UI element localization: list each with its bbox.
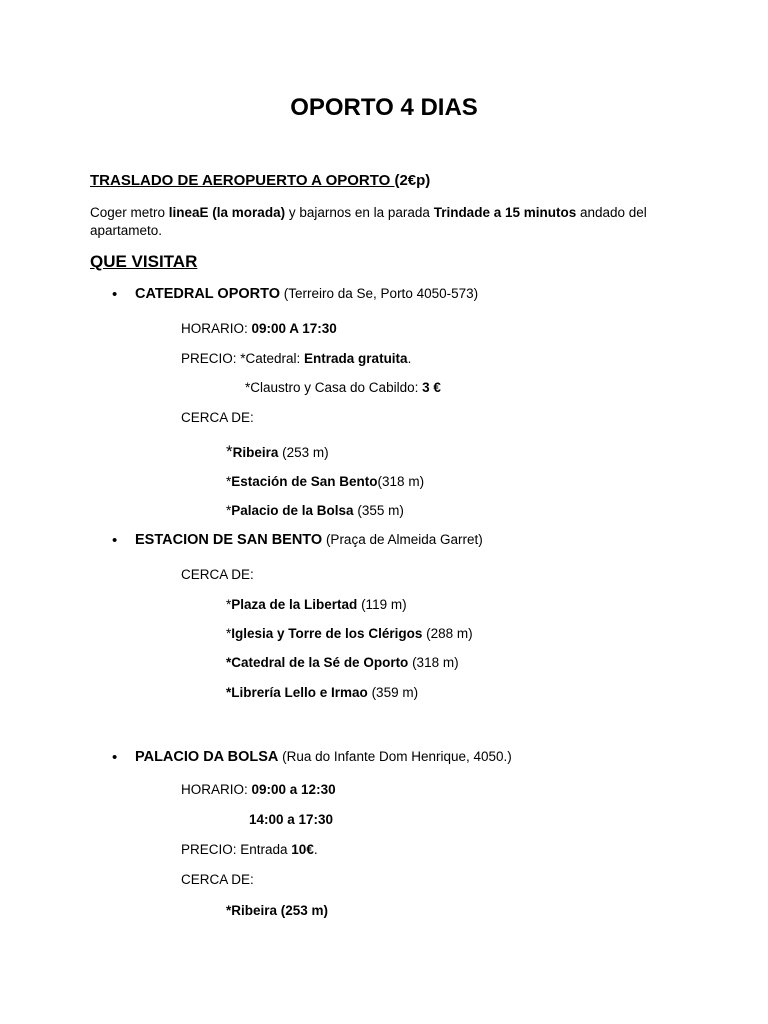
horario-value: 09:00 A 17:30	[251, 321, 337, 336]
precio-value: 10€	[291, 842, 314, 857]
precio2-label: *Claustro y Casa do Cabildo:	[245, 380, 423, 395]
nearby-name: Iglesia y Torre de los Clérigos	[231, 626, 423, 641]
site-address: (Terreiro da Se, Porto 4050-573)	[280, 286, 479, 301]
nearby-dist: (359 m)	[367, 685, 419, 700]
nearby-item	[226, 503, 404, 518]
star-marker: *	[226, 442, 233, 461]
star-marker: *	[226, 626, 232, 641]
precio-end: .	[407, 351, 412, 366]
site-name: ESTACION DE SAN BENTO	[135, 532, 323, 548]
intro-text-1: Coger metro	[90, 205, 169, 220]
nearby-name: Palacio de la Bolsa	[231, 503, 354, 518]
horario-label: HORARIO:	[181, 782, 252, 797]
nearby-item	[226, 655, 459, 670]
star-marker: *	[226, 474, 232, 489]
transfer-heading-text: TRASLADO DE AEROPUERTO A OPORTO	[90, 172, 395, 189]
nearby-item	[226, 474, 424, 489]
nearby-name: Plaza de la Libertad	[231, 597, 358, 612]
intro-text-3: andado del apartameto.	[90, 205, 647, 238]
nearby-name: Estación de San Bento	[231, 474, 378, 489]
nearby-dist: (318 m)	[377, 474, 425, 489]
precio-value: Entrada gratuita	[304, 351, 408, 366]
star-marker: *	[226, 597, 232, 612]
site-precio	[181, 842, 318, 857]
bullet-icon: •	[112, 749, 118, 766]
nearby-dist: (119 m)	[357, 597, 407, 612]
star-marker: *	[226, 685, 232, 700]
bullet-icon: •	[112, 286, 118, 303]
intro-metro-line: lineaE (la morada)	[168, 205, 286, 220]
nearby-dist: (288 m)	[422, 626, 473, 641]
nearby-item	[226, 442, 329, 462]
nearby-item	[226, 597, 407, 612]
nearby-name: Librería Lello e Irmao	[231, 685, 368, 700]
nearby-name: Catedral de la Sé de Oporto	[231, 655, 409, 670]
transfer-price: (2€p)	[394, 172, 431, 189]
precio-end: .	[313, 842, 318, 857]
site-name: PALACIO DA BOLSA	[135, 749, 279, 765]
precio-label: PRECIO: *Catedral:	[181, 351, 305, 366]
nearby-dist: (253 m)	[278, 445, 329, 460]
visit-heading: QUE VISITAR	[90, 252, 198, 271]
nearby-item	[226, 903, 328, 918]
nearby-item	[226, 685, 418, 700]
horario-value: 09:00 a 12:30	[251, 782, 336, 797]
site-precio-2	[245, 380, 441, 395]
site-address: (Rua do Infante Dom Henrique, 4050.)	[278, 749, 512, 764]
site-horario-2	[249, 812, 333, 827]
page-title: OPORTO 4 DIAS	[290, 94, 478, 121]
site-address: (Praça de Almeida Garret)	[322, 532, 483, 547]
site-precio	[181, 351, 411, 366]
bullet-icon: •	[112, 532, 118, 549]
site-cerca-label: CERCA DE:	[181, 872, 254, 887]
star-marker: *	[226, 655, 232, 670]
site-horario	[181, 321, 337, 336]
horario-value-2: 14:00 a 17:30	[249, 812, 334, 827]
transfer-instructions	[90, 204, 690, 240]
horario-label: HORARIO:	[181, 321, 252, 336]
precio-label: PRECIO: Entrada	[181, 842, 292, 857]
star-marker: *	[226, 903, 232, 918]
site-cerca-label: CERCA DE:	[181, 410, 254, 425]
nearby-dist: (355 m)	[353, 503, 404, 518]
transfer-heading	[90, 172, 430, 189]
intro-stop: Trindade a 15 minutos	[433, 205, 577, 220]
nearby-name: Ribeira (253 m)	[231, 903, 329, 918]
site-name: CATEDRAL OPORTO	[135, 286, 281, 302]
intro-text-2: y bajarnos en la parada	[285, 205, 434, 220]
star-marker: *	[226, 503, 232, 518]
precio2-value: 3 €	[422, 380, 441, 395]
nearby-name: Ribeira	[232, 445, 279, 460]
nearby-dist: (318 m)	[408, 655, 459, 670]
site-horario	[181, 782, 336, 797]
site-cerca-label: CERCA DE:	[181, 567, 254, 582]
nearby-item	[226, 626, 473, 641]
